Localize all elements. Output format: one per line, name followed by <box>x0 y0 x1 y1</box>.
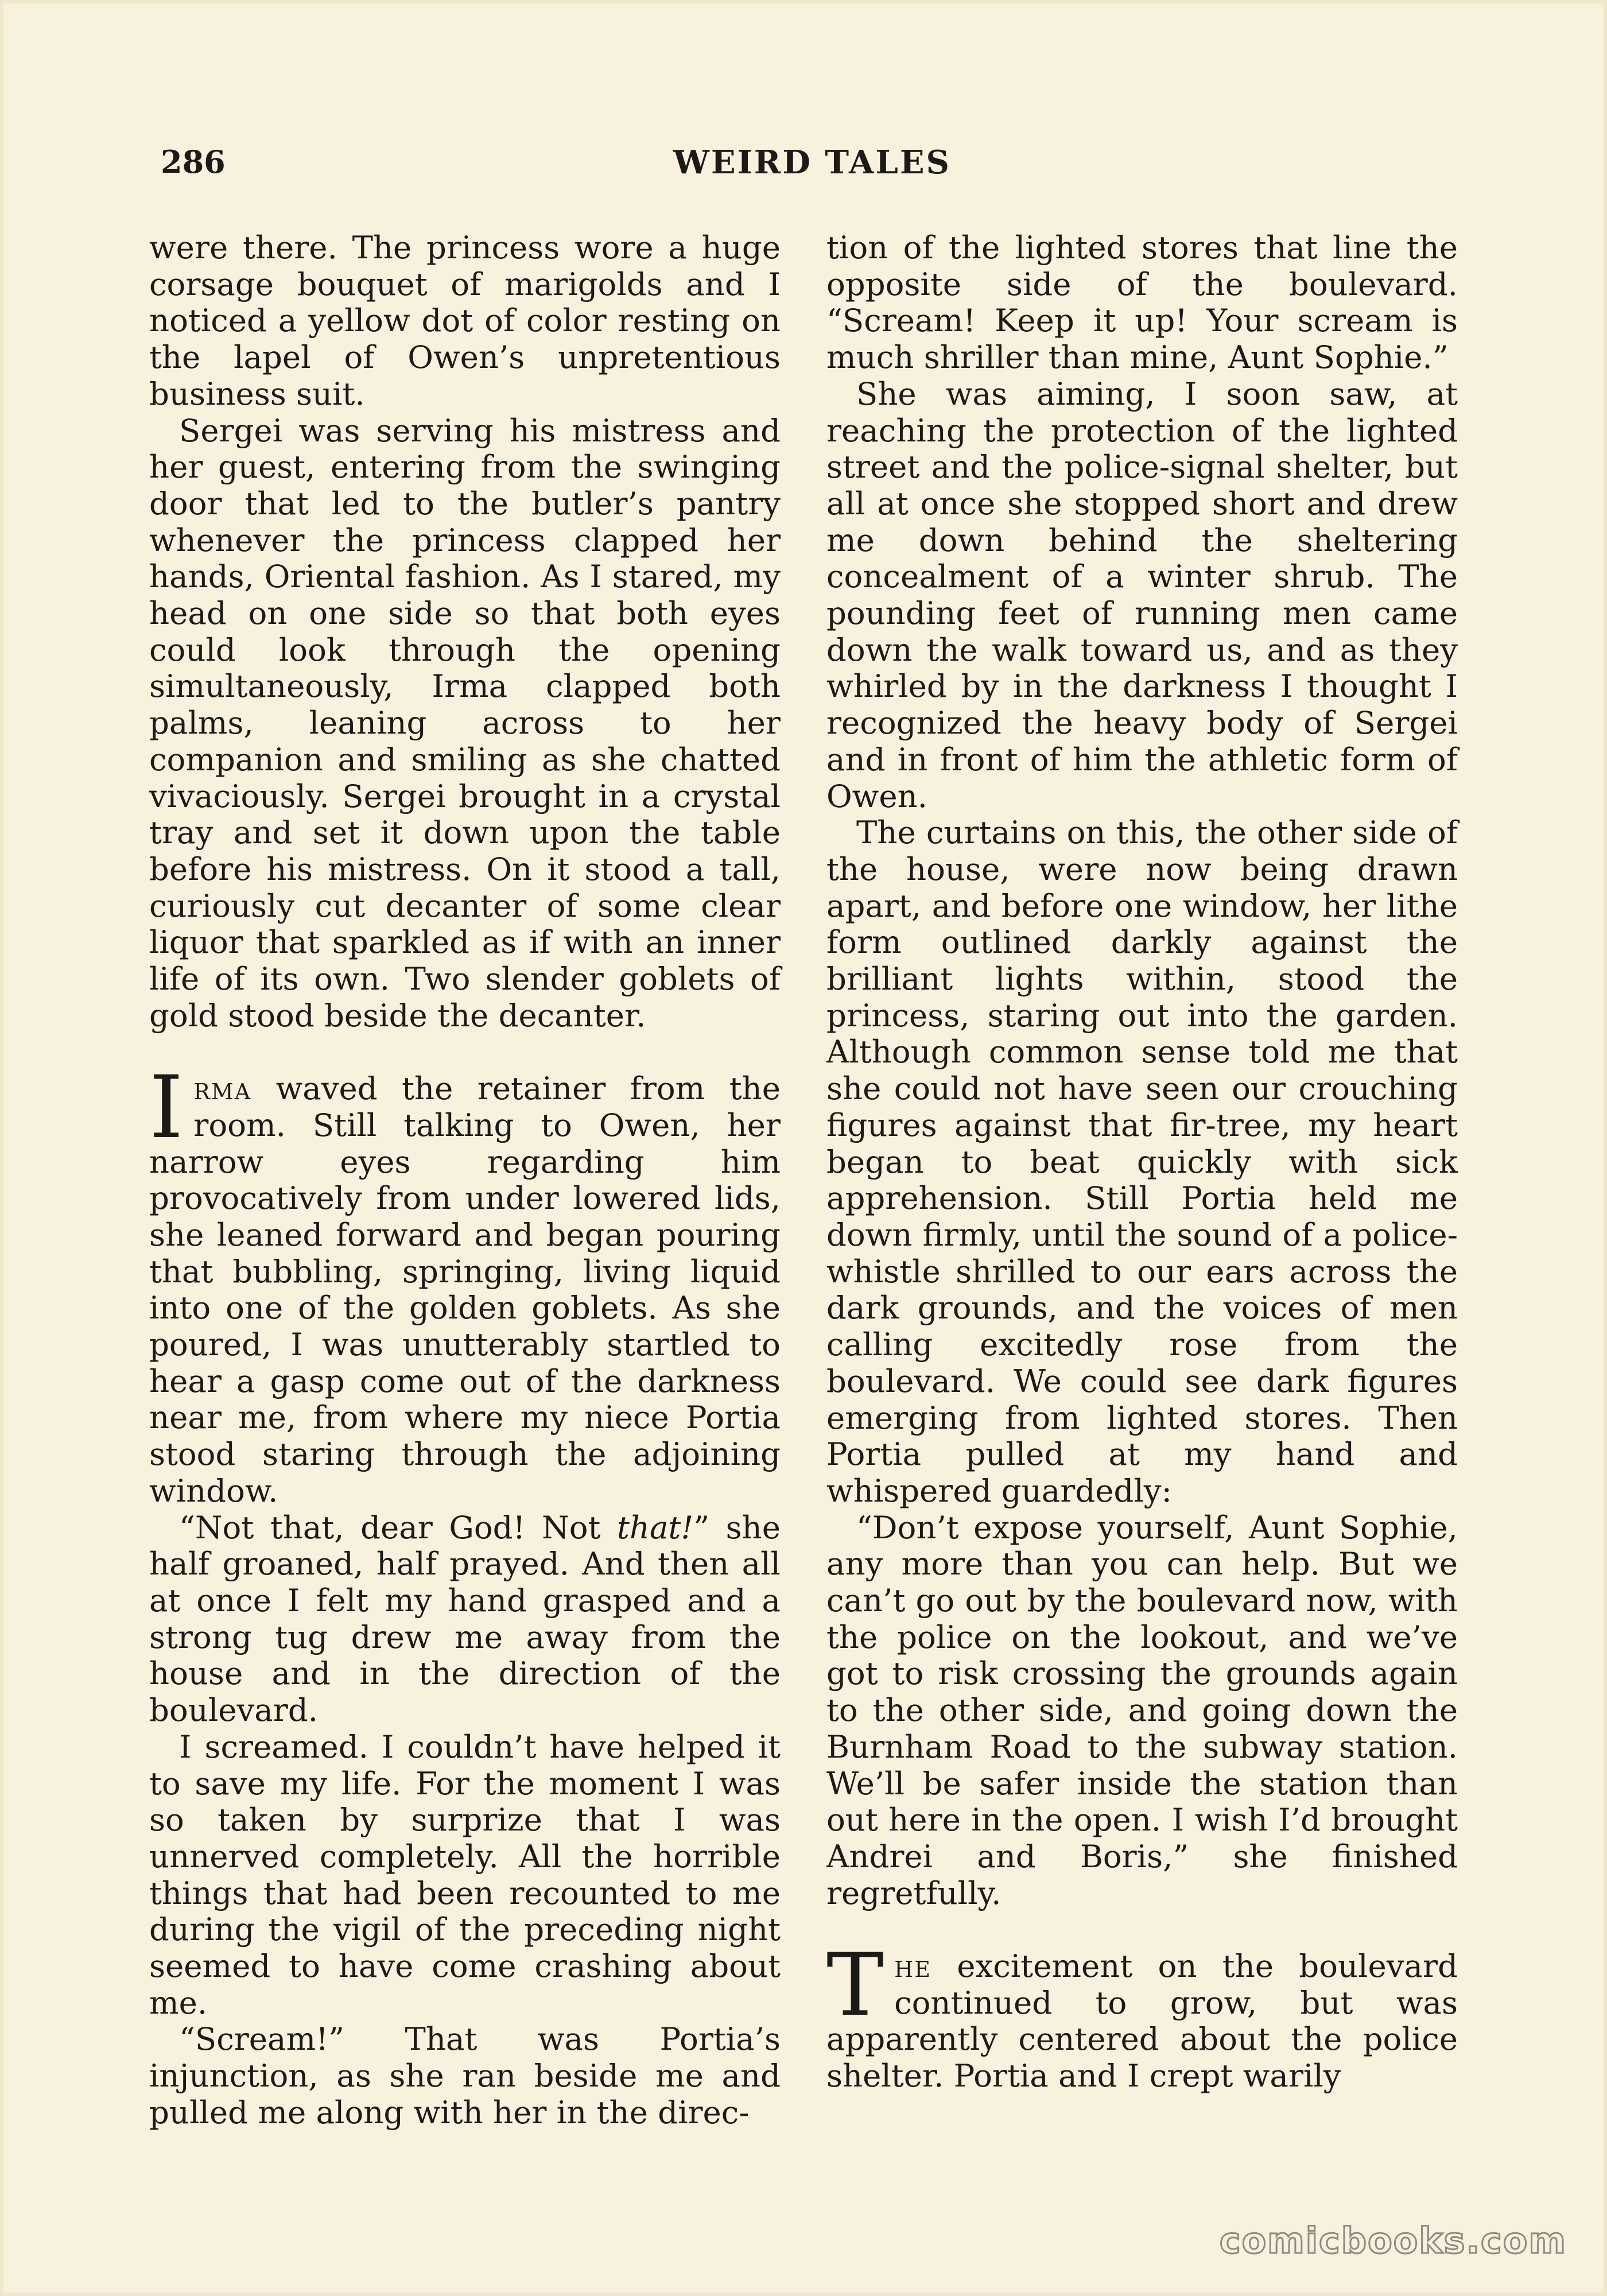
page-header <box>161 144 1464 189</box>
quote-text: “Not that, dear God! Not <box>179 1508 617 1546</box>
right-paragraph-2: She was aiming, I soon saw, at reaching the protection of the lighted street and the police-signal shelter, but all at once she stopped short and drew me down behind the sheltering concealment of a winter shrub. The pounding feet of running men came down the walk toward us, and as they whirled by in the darkness I thought I recognized the heavy body of Sergei and in front of him the athletic form of Owen. <box>826 375 1458 815</box>
small-caps-lead: he <box>894 1948 931 1985</box>
small-caps-lead: rma <box>193 1070 252 1107</box>
left-column <box>149 230 781 2131</box>
emphasized-word: that! <box>616 1508 694 1546</box>
drop-cap-initial: I <box>149 1058 184 1158</box>
right-paragraph-4: “Don’t expose yourself, Aunt Sophie, any more than you can help. But we can’t go out by the boulevard now, with the police on the lookout, and we’ve got to risk crossing the grounds again to the other side, and going down the Burnham Road to the subway station. We’ll be safer inside the station than out here in the open. I wish I’d brought Andrei and Boris,” she finished regretfully. <box>826 1508 1458 1911</box>
right-paragraph-3: The curtains on this, the other side of the house, were now being drawn apart, and before one window, her lithe form outlined darkly against the brilliant lights within, stood the princess, staring out into the garden. Although common sense told me that she could not have seen our crouching figures against that fir-tree, my heart began to beat quickly with sick apprehension. Still Portia held me down firmly, until the sound of a police-whistle shrilled to our ears across the dark grounds, and the voices of men calling excitedly rose from the boulevard. We could see dark figures emerging from lighted stores. Then Portia pulled at my hand and whispered guardedly: <box>826 814 1458 1509</box>
page-number: 286 <box>161 144 226 180</box>
left-paragraph-5: I screamed. I couldn’t have helped it to save my life. For the moment I was so taken by surprize that I was unnerved completely. All the horrible things that had been recounted to me during the vigil of the preceding night seemed to have come crashing about me. <box>149 1728 781 2021</box>
paragraph-text: ” she half groaned, half prayed. And then all at once I felt my hand grasped and a strong tug drew me away from the house and in the direction of the boulevard. <box>149 1508 781 1729</box>
drop-cap-initial: T <box>826 1936 884 2036</box>
left-paragraph-2: Sergei was serving his mistress and her guest, entering from the swinging door that led to the butler’s pantry whenever the princess clapped her hands, Oriental fashion. As I stared, my head on one side so that both eyes could look through the opening simultaneously, Irma clapped both palms, leaning across to her companion and smiling as she chatted vivaciously. Sergei brought in a crystal tray and set it down upon the table before his mistress. On it stood a tall, curiously cut decanter of some clear liquor that sparkled as if with an inner life of its own. Two slender goblets of gold stood beside the decanter. <box>149 412 781 1034</box>
right-paragraph-1: tion of the lighted stores that line the opposite side of the boulevard. “Scream! Keep it up! Your scream is much shriller than mine, Aunt Sophie.” <box>826 229 1458 376</box>
paragraph-text: waved the retainer from the room. Still talking to Owen, her narrow eyes regarding him provocatively from under lowered lids, she leaned forward and began pouring that bubbling, springing, living liquid into one of the golden goblets. As she poured, I was unutterably startled to hear a gasp come out of the darkness near me, from where my niece Portia stood staring through the adjoining window. <box>149 1070 781 1509</box>
left-paragraph-4 <box>149 1510 781 1729</box>
left-paragraph-6: “Scream!” That was Portia’s injunction, as she ran beside me and pulled me along with her in the direc- <box>149 2020 781 2131</box>
right-paragraph-5 <box>826 1936 1458 2095</box>
left-paragraph-1: were there. The princess wore a huge corsage bouquet of marigolds and I noticed a yellow dot of color resting on the lapel of Owen’s unpretentious business suit. <box>149 229 781 412</box>
left-paragraph-3 <box>149 1058 781 1509</box>
running-title: WEIRD TALES <box>673 144 951 181</box>
paragraph-text: excitement on the boulevard continued to grow, but was apparently centered about the police shelter. Portia and I crept warily <box>826 1948 1458 2095</box>
right-column <box>826 230 1458 2095</box>
watermark: comicbooks.com <box>1219 2220 1567 2262</box>
